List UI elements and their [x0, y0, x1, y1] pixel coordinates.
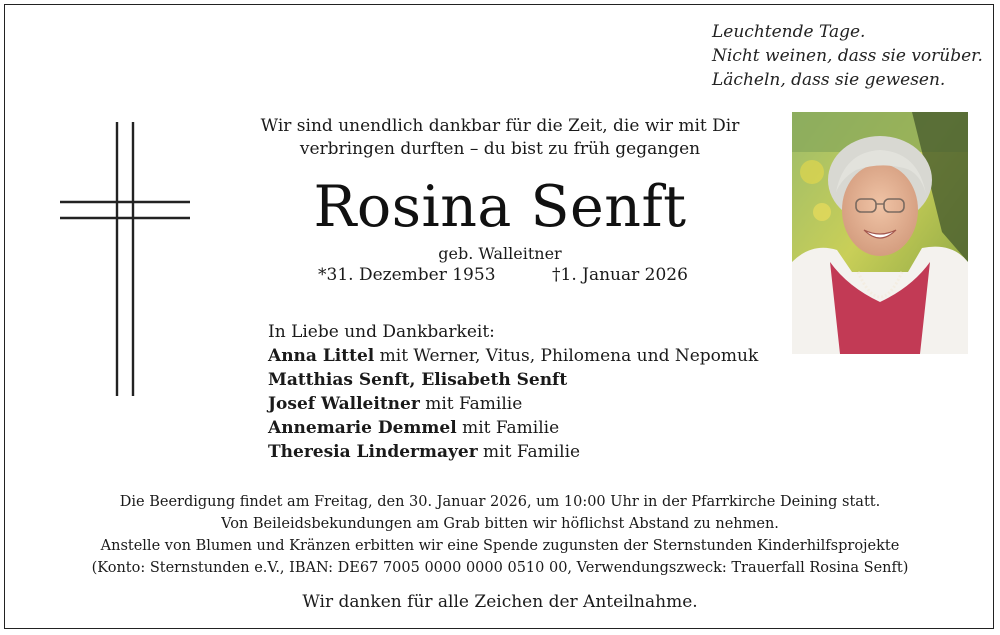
funeral-info: [60, 491, 940, 579]
mourner-name: Matthias Senft, Elisabeth Senft: [268, 370, 568, 390]
deceased-name: Rosina Senft: [313, 174, 687, 240]
mourners-heading: In Liebe und Dankbarkeit:: [268, 322, 495, 342]
mourner-row: [268, 440, 758, 464]
mourner-detail: mit Familie: [419, 394, 523, 414]
portrait-photo: [792, 112, 968, 354]
birth-date: *31. Dezember 1953: [318, 265, 496, 285]
poem-line: Nicht weinen, dass sie vorüber.: [712, 46, 983, 66]
funeral-line: Von Beileidsbekundungen am Grab bitten wir höflichst Abstand zu nehmen.: [221, 516, 779, 532]
intro-text: [230, 115, 770, 161]
poem: [712, 20, 983, 92]
mourner-row: [268, 416, 758, 440]
mourner-detail: mit Werner, Vitus, Philomena und Nepomuk: [374, 346, 759, 366]
funeral-line: (Konto: Sternstunden e.V., IBAN: DE67 7005 0000 0000 0510 00, Verwendungszweck: Trauerfall Rosina Senft): [91, 560, 909, 576]
cross-icon: [58, 120, 192, 398]
mourners-list: [268, 320, 758, 464]
funeral-line: Anstelle von Blumen und Kränzen erbitten wir eine Spende zugunsten der Sternstunden Kinderhilfsprojekte: [100, 538, 900, 554]
intro-line: verbringen durften – du bist zu früh gegangen: [299, 139, 701, 159]
mourner-name: Theresia Lindermayer: [268, 442, 478, 462]
intro-line: Wir sind unendlich dankbar für die Zeit, die wir mit Dir: [260, 116, 740, 136]
thanks-line: Wir danken für alle Zeichen der Anteilnahme.: [302, 592, 698, 612]
maiden-name: geb. Walleitner: [438, 244, 562, 263]
mourner-detail: mit Familie: [456, 418, 560, 438]
mourner-row: [268, 344, 758, 368]
mourner-name: Anna Littel: [268, 346, 375, 366]
poem-line: Leuchtende Tage.: [712, 22, 866, 42]
mourner-row: [268, 368, 758, 392]
mourner-name: Josef Walleitner: [268, 394, 420, 414]
funeral-line: Die Beerdigung findet am Freitag, den 30. Januar 2026, um 10:00 Uhr in der Pfarrkirche Deining statt.: [119, 494, 881, 510]
death-date: †1. Januar 2026: [552, 265, 688, 285]
mourner-row: [268, 392, 758, 416]
poem-line: Lächeln, dass sie gewesen.: [712, 70, 946, 90]
mourner-name: Annemarie Demmel: [268, 418, 457, 438]
mourner-detail: mit Familie: [477, 442, 581, 462]
